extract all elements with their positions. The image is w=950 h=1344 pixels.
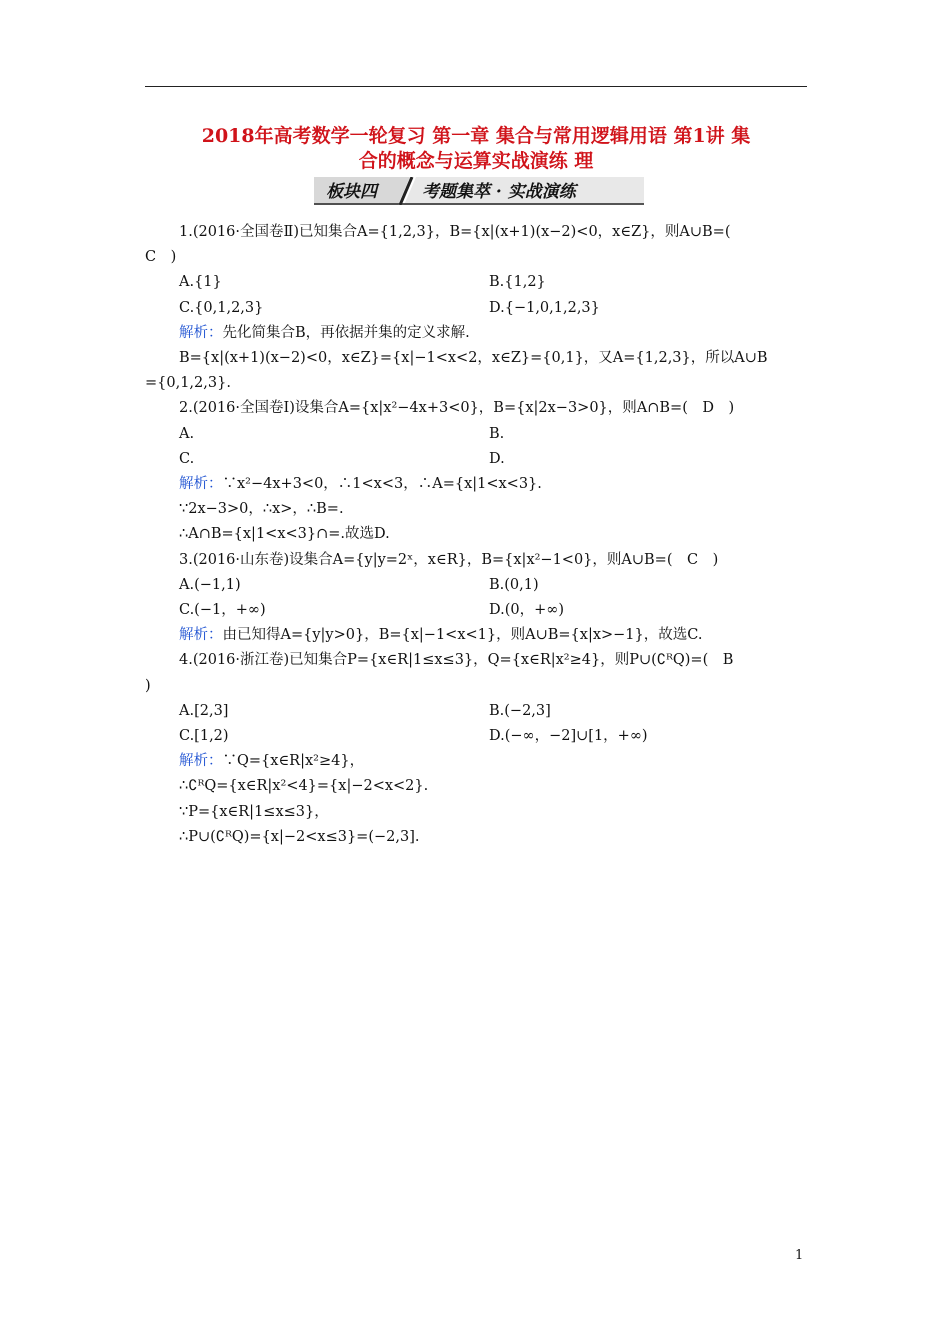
option-a: A.[2,3]	[179, 702, 229, 719]
option-a: A.	[179, 425, 195, 442]
option-d: D.(−∞，−2]∪[1，+∞)	[489, 728, 648, 745]
analysis-line: ∴∁ᴿQ={x∈R|x²<4}={x|−2<x<2}.	[179, 778, 429, 795]
options-row	[145, 573, 807, 598]
analysis-text: 先化简集合B，再依据并集的定义求解.	[222, 324, 470, 341]
question-3	[145, 548, 807, 649]
option-d: D.{−1,0,1,2,3}	[489, 299, 600, 316]
question-2	[145, 396, 807, 547]
analysis-line	[145, 749, 807, 774]
options-row	[145, 296, 807, 321]
header-rule	[145, 86, 807, 87]
option-c: C.[1,2)	[179, 728, 229, 745]
question-stem: 2.(2016·全国卷Ⅰ)设集合A={x|x²−4x+3<0}，B={x|2x−3>0}，则A∩B=( D )	[179, 400, 735, 417]
page-number: 1	[795, 1248, 804, 1263]
analysis-label: 解析：	[179, 753, 223, 770]
analysis-line	[145, 623, 807, 648]
options-row	[145, 447, 807, 472]
analysis-text: ∵x²−4x+3<0，∴1<x<3，∴A={x|1<x<3}.	[222, 476, 542, 493]
question-stem: 3.(2016·山东卷)设集合A={y|y=2ˣ，x∈R}，B={x|x²−1<0}，则A∪B=( C )	[179, 551, 719, 568]
question-stem-continued: )	[145, 677, 151, 694]
banner-graphic	[314, 177, 644, 205]
banner-right-text: 考题集萃 · 实战演练	[422, 182, 576, 202]
analysis-text: ∵Q={x∈R|x²≥4}，	[222, 753, 365, 770]
option-c: C.{0,1,2,3}	[179, 299, 264, 316]
banner-left-text: 板块四	[326, 182, 377, 202]
options-row	[145, 270, 807, 295]
analysis-line	[145, 321, 807, 346]
document-title	[145, 124, 807, 174]
option-a: A.{1}	[179, 274, 222, 291]
question-stem: 1.(2016·全国卷Ⅱ)已知集合A={1,2,3}，B={x|(x+1)(x−2)<0，x∈Z}，则A∪B=(	[179, 224, 731, 240]
analysis-line: ∴A∩B={x|1<x<3}∩=.故选D.	[179, 526, 390, 543]
option-b: B.{1,2}	[489, 274, 546, 291]
question-stem: 4.(2016·浙江卷)已知集合P={x∈R|1≤x≤3}，Q={x∈R|x²≥4}，则P∪(∁ᴿQ)=( B	[179, 652, 734, 669]
analysis-line: ∵P={x∈R|1≤x≤3}，	[179, 803, 329, 820]
analysis-line: ∵2x−3>0，∴x>，∴B=.	[179, 501, 344, 518]
section-banner	[314, 177, 644, 205]
options-row	[145, 598, 807, 623]
options-row	[145, 422, 807, 447]
analysis-line: B={x|(x+1)(x−2)<0，x∈Z}={x|−1<x<2，x∈Z}={0,1}，又A={1,2,3}，所以A∪B	[179, 350, 768, 367]
analysis-label: 解析：	[179, 324, 223, 341]
document-body	[145, 220, 807, 850]
analysis-text: 由已知得A={y|y>0}，B={x|−1<x<1}，则A∪B={x|x>−1}，故选C.	[222, 627, 703, 644]
options-row	[145, 699, 807, 724]
option-b: B.	[489, 425, 505, 442]
analysis-line: ={0,1,2,3}.	[145, 375, 231, 392]
option-d: D.	[489, 450, 505, 467]
title-line-1: 2018年高考数学一轮复习 第一章 集合与常用逻辑用语 第1讲 集	[201, 125, 751, 147]
analysis-line: ∴P∪(∁ᴿQ)={x|−2<x≤3}=(−2,3].	[179, 828, 420, 845]
question-1	[145, 220, 807, 396]
analysis-label: 解析：	[179, 627, 223, 644]
option-a: A.(−1,1)	[179, 576, 241, 593]
option-b: B.(−2,3]	[489, 702, 551, 719]
option-c: C.	[179, 450, 195, 467]
question-stem-continued: C )	[145, 249, 177, 266]
analysis-label: 解析：	[179, 476, 223, 493]
question-4	[145, 648, 807, 850]
options-row	[145, 724, 807, 749]
option-c: C.(−1，+∞)	[179, 602, 266, 619]
option-d: D.(0，+∞)	[489, 602, 564, 619]
option-b: B.(0,1)	[489, 576, 539, 593]
analysis-line	[145, 472, 807, 497]
title-line-2: 合的概念与运算实战演练 理	[358, 150, 594, 172]
